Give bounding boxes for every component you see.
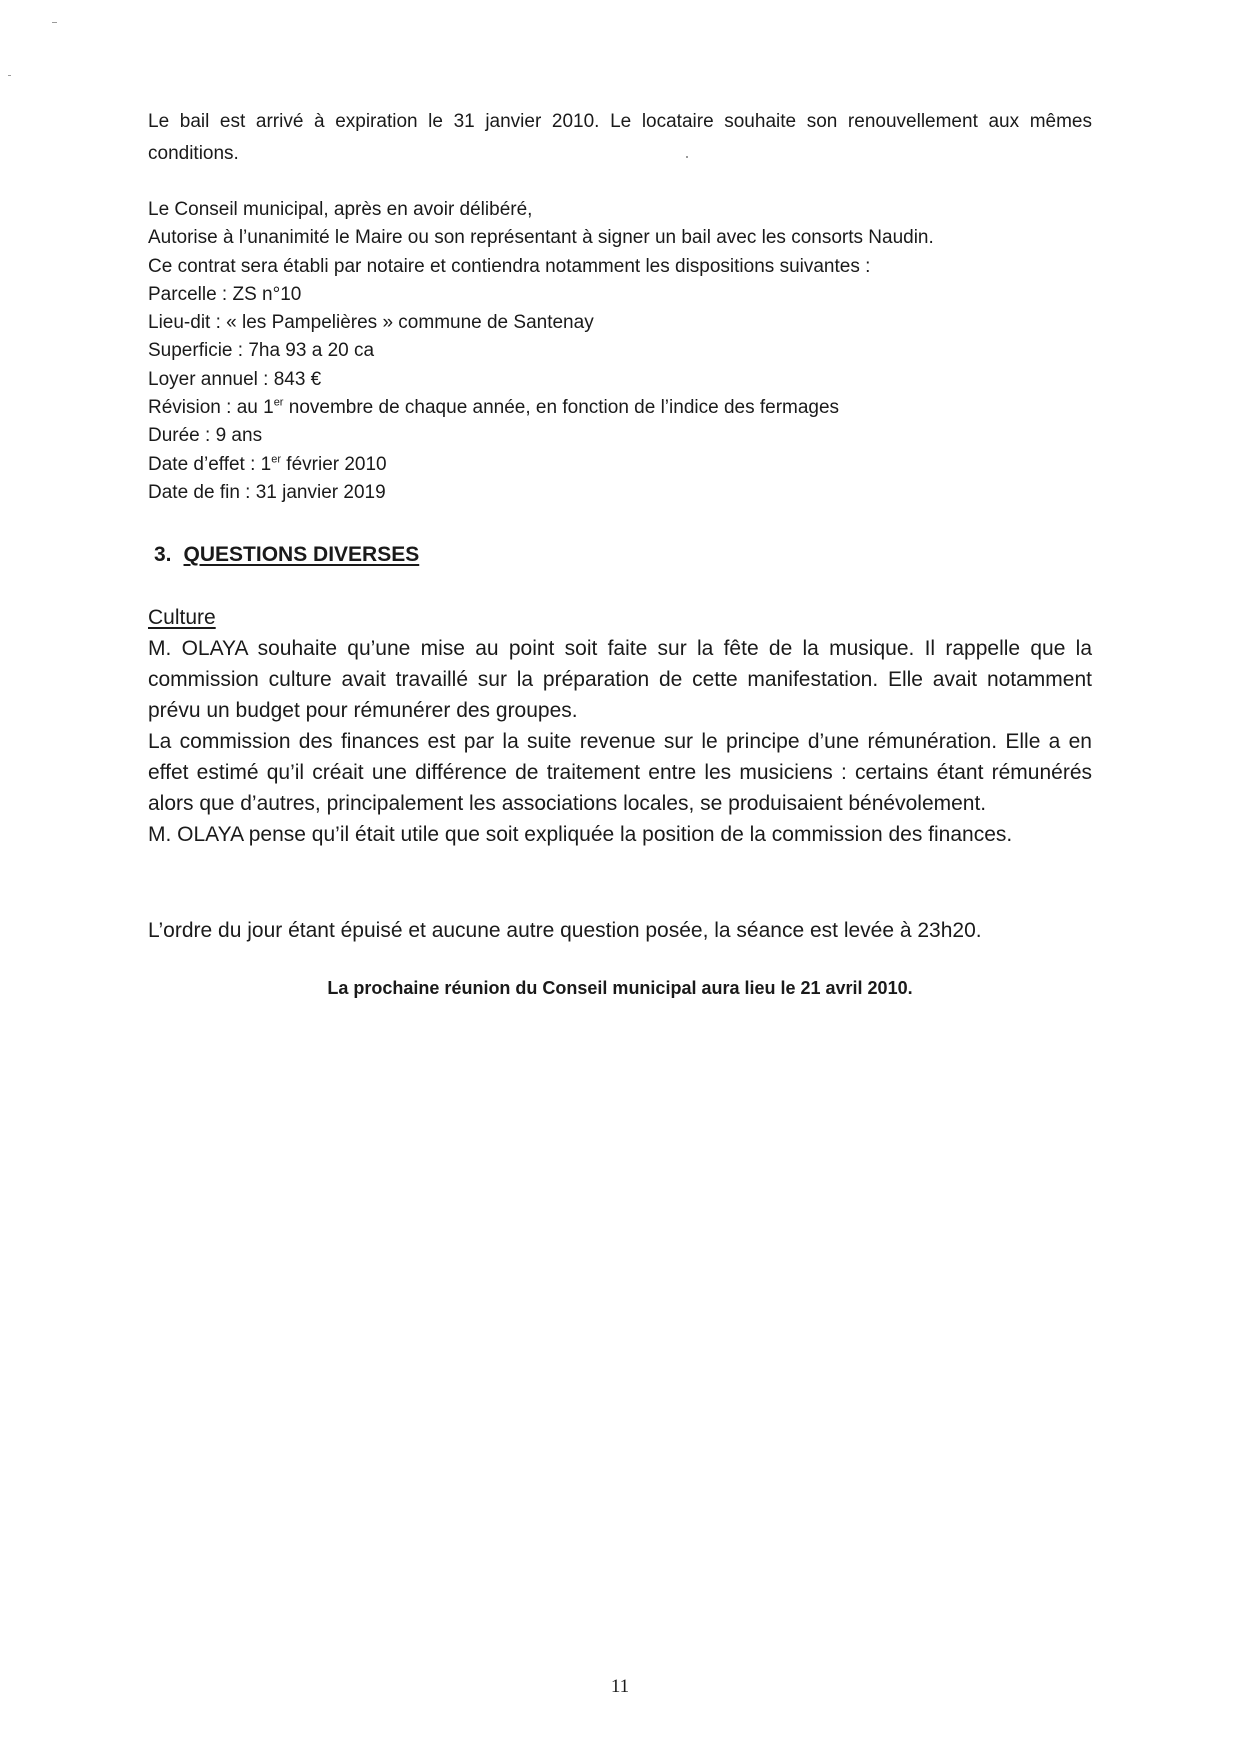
area-line: Superficie : 7ha 93 a 20 ca [148, 340, 375, 362]
locality-line: Lieu-dit : « les Pampelières » commune de Santenay [148, 312, 594, 334]
effective-date-line [148, 451, 1092, 479]
duration-line: Durée : 9 ans [148, 425, 263, 447]
decision-line: Ce contrat sera établi par notaire et contiendra notamment les dispositions suivantes : [148, 255, 871, 277]
end-date-line: Date de fin : 31 janvier 2019 [148, 481, 386, 503]
ordinal-superscript: er [271, 453, 282, 466]
culture-heading: Culture [148, 606, 216, 629]
revision-text: novembre de chaque année, en fonction de l’indice des fermages [283, 397, 840, 419]
revision-line [148, 394, 1092, 422]
parcel-line: Parcelle : ZS n°10 [148, 283, 302, 305]
scan-speck [52, 22, 57, 23]
closing-statement: L’ordre du jour étant épuisé et aucune autre question posée, la séance est levée à 23h20. [148, 919, 982, 942]
section-title: QUESTIONS DIVERSES [183, 543, 420, 566]
lease-expiry-paragraph: Le bail est arrivé à expiration le 31 janvier 2010. Le locataire souhaite son renouvellement aux mêmes conditions. [148, 111, 1092, 164]
decision-line: Autorise à l’unanimité le Maire ou son représentant à signer un bail avec les consorts Naudin. [148, 227, 934, 249]
page-number: 11 [610, 1676, 630, 1697]
rent-line: Loyer annuel : 843 € [148, 368, 322, 390]
culture-section [148, 633, 1092, 850]
culture-paragraph: M. OLAYA souhaite qu’une mise au point soit faite sur la fête de la musique. Il rappelle que la commission culture avait travaillé sur la préparation de cette manifestation. Elle avait notamment prévu un budget pour rémunérer des groupes. [148, 637, 1092, 722]
council-decision [148, 196, 1092, 507]
scan-speck [8, 75, 11, 76]
revision-text: Révision : au 1 [148, 397, 274, 419]
effective-date-text: février 2010 [281, 453, 387, 475]
culture-paragraph: La commission des finances est par la suite revenue sur le principe d’une rémunération. Elle a en effet estimé qu’il créait une différence de traitement entre les musiciens : certains étant rémunérés alors que d’autres, principalement les associations locales, se produisaient bénévolement. [148, 730, 1092, 815]
ordinal-superscript: er [273, 396, 284, 409]
section-number: 3. [154, 543, 172, 566]
decision-line: Le Conseil municipal, après en avoir délibéré, [148, 199, 533, 220]
next-meeting-notice: La prochaine réunion du Conseil municipal aura lieu le 21 avril 2010. [327, 978, 913, 998]
effective-date-text: Date d’effet : 1 [148, 453, 272, 475]
section-heading [154, 542, 419, 568]
culture-paragraph: M. OLAYA pense qu’il était utile que soit expliquée la position de la commission des finances. [148, 823, 1013, 846]
